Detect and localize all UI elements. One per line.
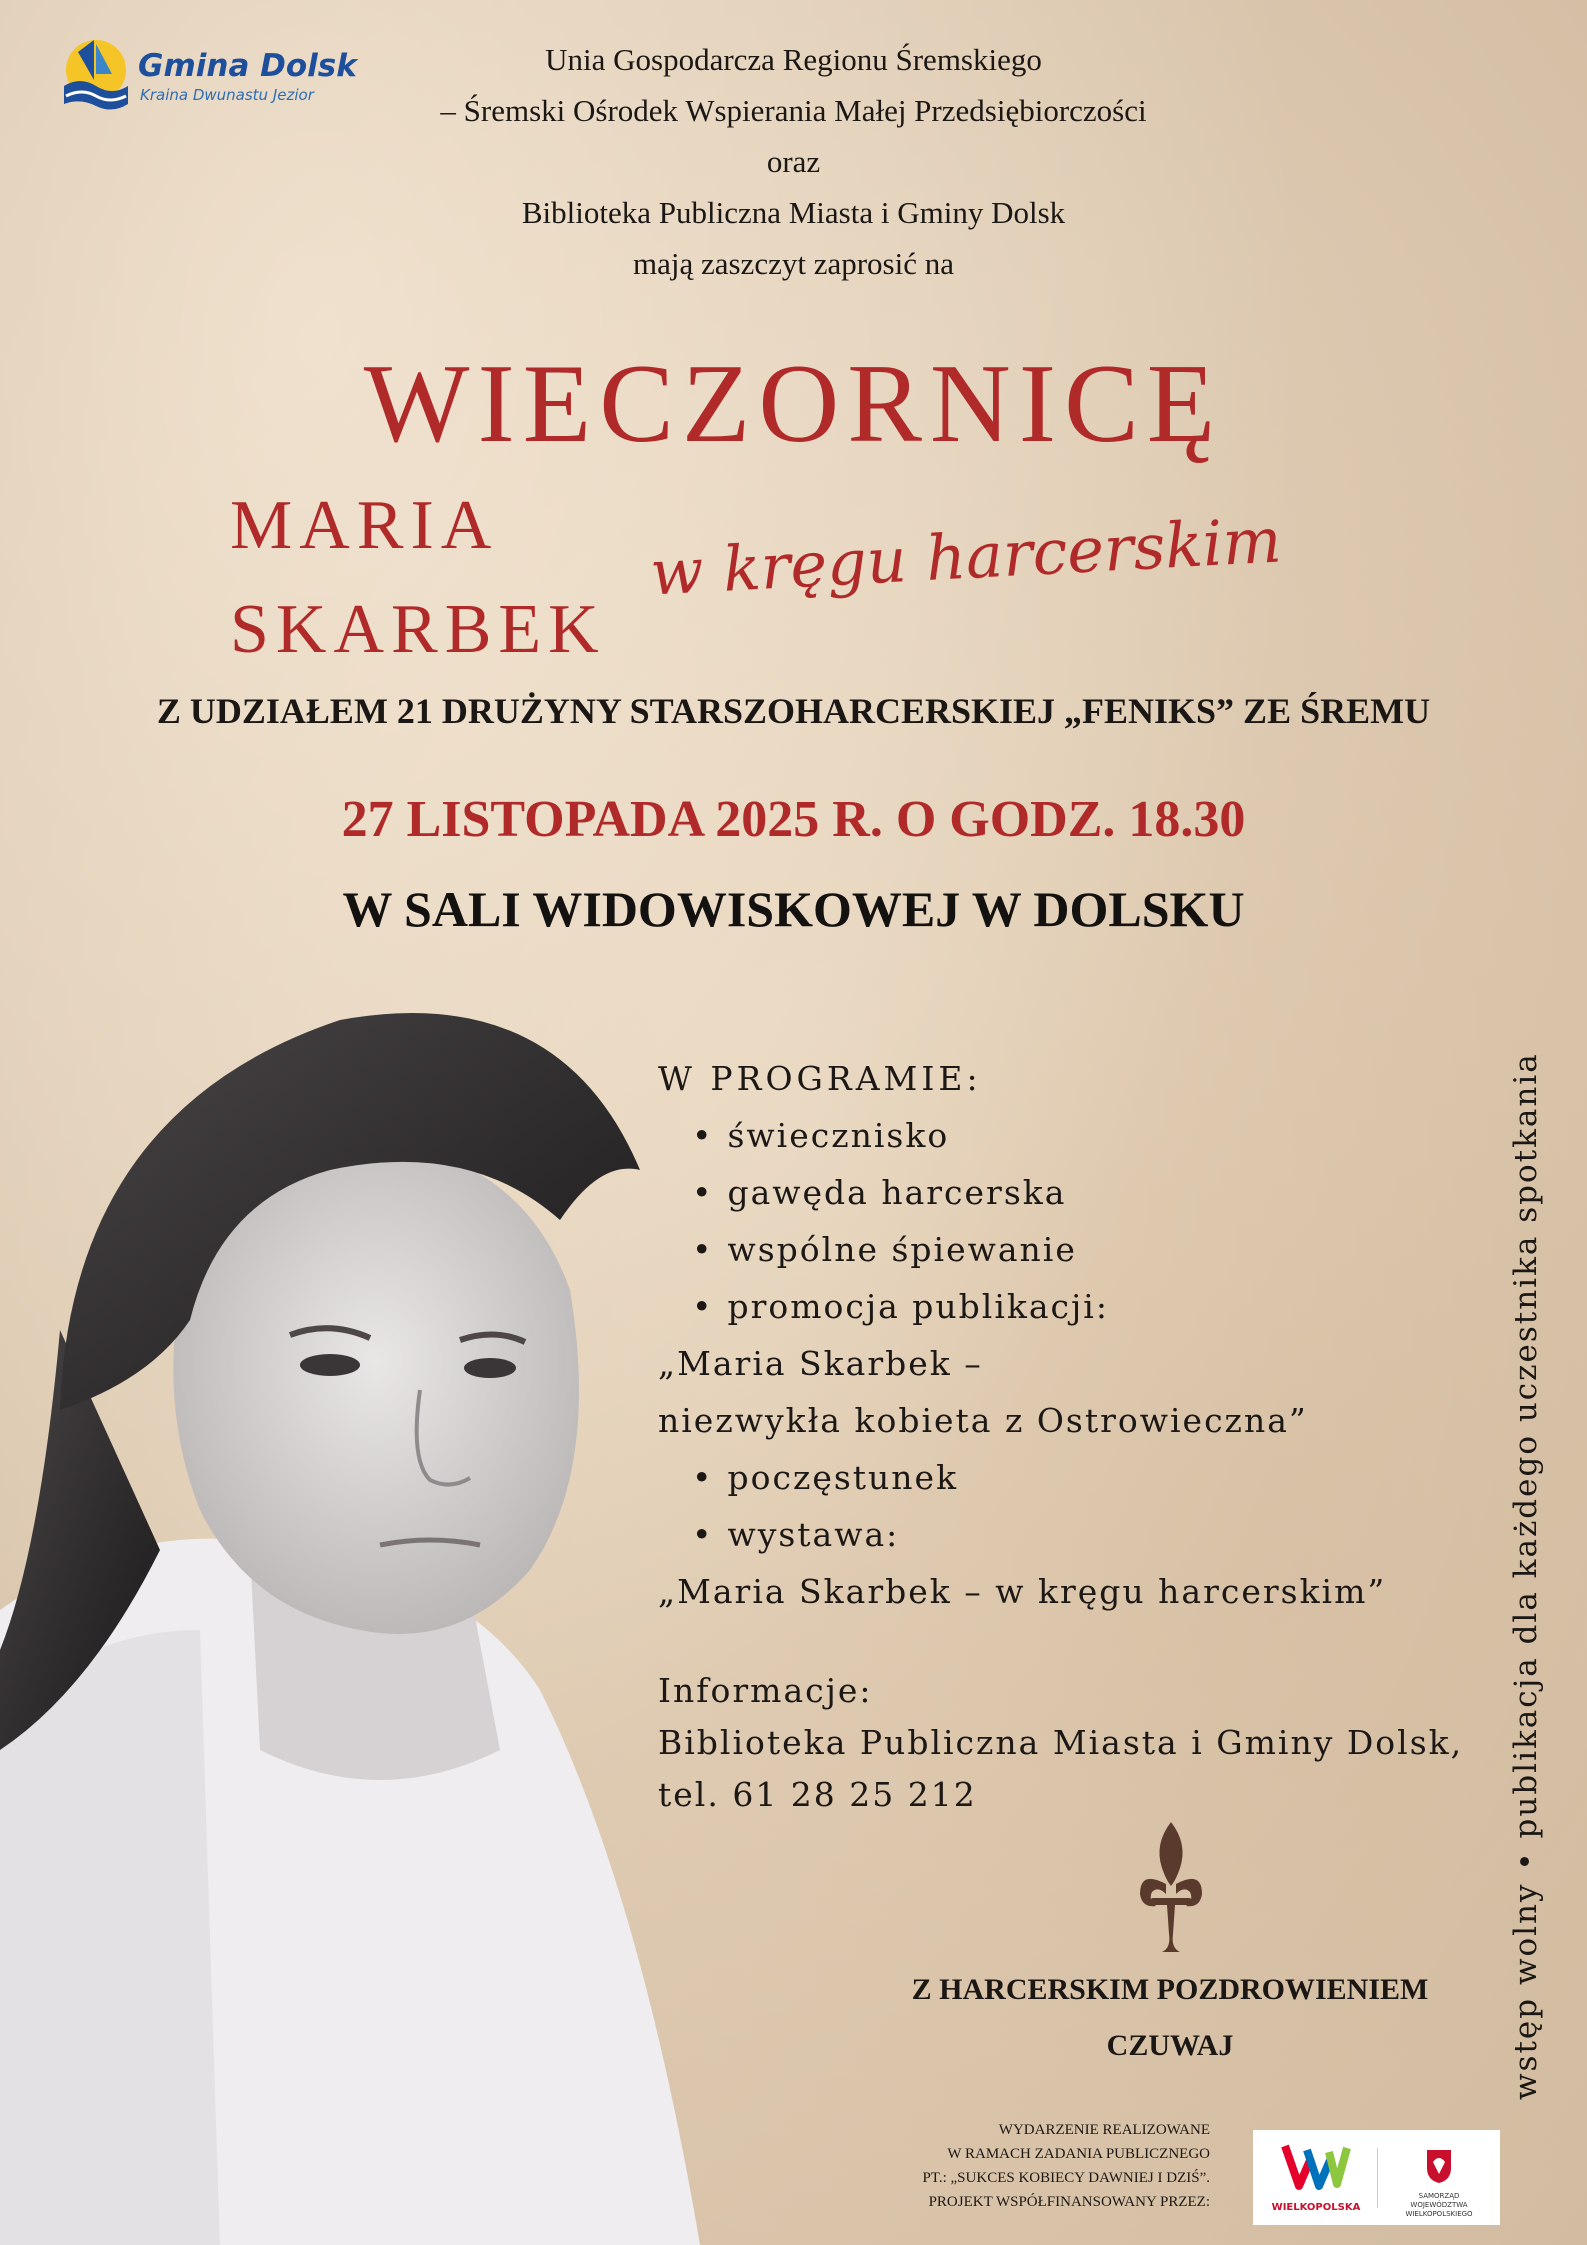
script-subtitle: w kręgu harcerskim: [648, 503, 1284, 610]
event-title: WIECZORNICĘ: [363, 342, 1224, 466]
invitation-line: – Śremski Ośrodek Wspierania Małej Przedsiębiorczości: [440, 93, 1147, 128]
invitation-text: [0, 34, 1587, 289]
event-date: 27 LISTOPADA 2025 R. O GODZ. 18.30: [341, 791, 1246, 848]
greeting-line1: Z HARCERSKIM POZDROWIENIEM: [911, 1973, 1429, 2006]
event-place: W SALI WIDOWISKOWEJ W DOLSKU: [342, 881, 1245, 937]
publication-title-line1: „Maria Skarbek –: [658, 1344, 983, 1383]
sponsor-samorzad: [1383, 2192, 1495, 2219]
sponsor-samorzad-line: SAMORZĄD: [1418, 2192, 1460, 2200]
logo-subtitle: Kraina Dwunastu Jezior: [140, 86, 314, 104]
team-participation: Z UDZIAŁEM 21 DRUŻYNY STARSZOHARCERSKIEJ „FENIKS” ZE ŚREMU: [156, 691, 1431, 731]
publication-title-line2: niezwykła kobieta z Ostrowieczna”: [658, 1401, 1308, 1440]
information-block: [658, 1665, 1538, 1821]
name-last: SKARBEK: [230, 591, 606, 668]
invitation-line: Biblioteka Publiczna Miasta i Gminy Dolsk: [521, 195, 1066, 230]
program-heading: W PROGRAMIE:: [658, 1059, 982, 1098]
sponsor-samorzad-line: WIELKOPOLSKIEGO: [1405, 2210, 1473, 2218]
program-item: • świecznisko: [658, 1107, 1518, 1164]
invitation-line: oraz: [766, 144, 821, 179]
sponsor-logos: [1253, 2130, 1500, 2225]
wielkopolska-logo-icon: [1281, 2140, 1351, 2196]
invitation-line: Unia Gospodarcza Regionu Śremskiego: [545, 42, 1042, 77]
sponsor-samorzad-line: WOJEWÓDZTWA: [1410, 2201, 1468, 2209]
fleur-de-lis-icon: [1136, 1822, 1206, 1952]
scout-greeting: [860, 1962, 1480, 2074]
sponsor-divider: [1377, 2148, 1378, 2208]
funding-line: W RAMACH ZADANIA PUBLICZNEGO: [947, 2146, 1210, 2162]
info-organizer: Biblioteka Publiczna Miasta i Gminy Dolsk,: [658, 1723, 1464, 1762]
funding-line: PT.: „SUKCES KOBIECY DAWNIEJ I DZIŚ”.: [922, 2170, 1210, 2186]
program-item: • wystawa:: [658, 1506, 1518, 1563]
exhibition-title: „Maria Skarbek – w kręgu harcerskim”: [658, 1572, 1387, 1611]
funding-note: [790, 2118, 1210, 2214]
program-item: • poczęstunek: [658, 1449, 1518, 1506]
info-phone: tel. 61 28 25 212: [658, 1775, 977, 1814]
program-list: [658, 1050, 1518, 1620]
info-heading: Informacje:: [658, 1671, 873, 1710]
name-first: MARIA: [230, 487, 499, 564]
logo-title: Gmina Dolsk: [138, 48, 357, 84]
sponsor-wielkopolska: WIELKOPOLSKA: [1271, 2202, 1361, 2213]
program-item: • gawęda harcerska: [658, 1164, 1518, 1221]
funding-line: WYDARZENIE REALIZOWANE: [998, 2122, 1210, 2138]
coat-of-arms-icon: [1425, 2148, 1453, 2184]
invitation-line: mają zaszczyt zaprosić na: [632, 246, 954, 281]
program-item: • wspólne śpiewanie: [658, 1221, 1518, 1278]
funding-line: PROJEKT WSPÓŁFINANSOWANY PRZEZ:: [928, 2194, 1210, 2210]
vertical-note: wstęp wolny • publikacja dla każdego uczestnika spotkania: [1508, 1052, 1544, 2100]
greeting-line2: CZUWAJ: [1106, 2029, 1234, 2062]
program-item: • promocja publikacji:: [658, 1278, 1518, 1335]
